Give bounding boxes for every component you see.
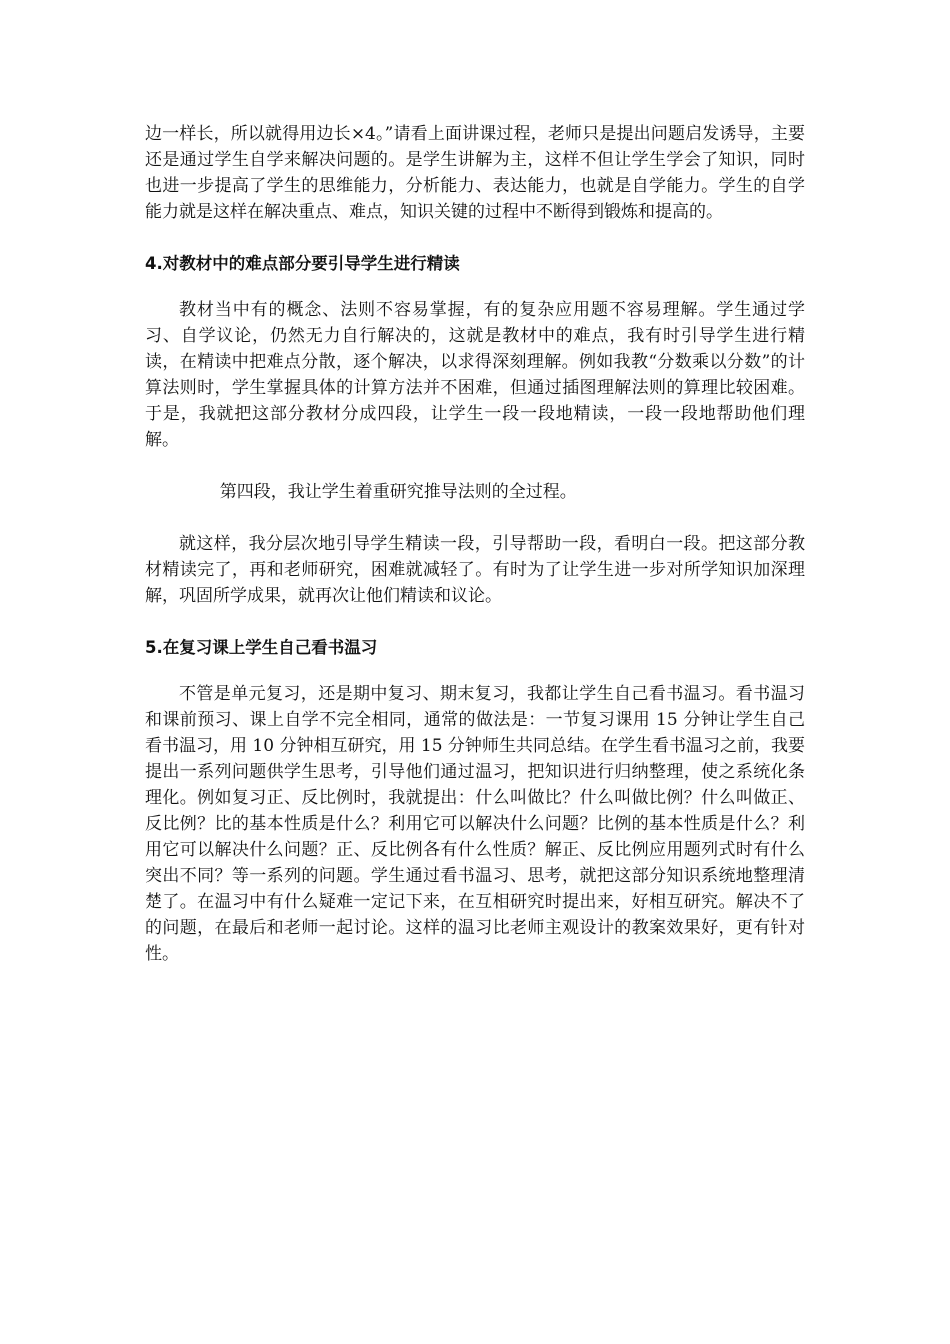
document-body bbox=[145, 121, 805, 967]
paragraph-5: 不管是单元复习，还是期中复习、期末复习，我都让学生自己看书温习。看书温习和课前预习、课上自学不完全相同，通常的做法是：一节复习课用 15 分钟让学生自己看书温习，用 10 分钟相互研究，用 15 分钟师生共同总结。在学生看书温习之前，我要提出一系列问题供学生思考，引导他们通过温习，把知识进行归纳整理，使之系统化条理化。例如复习正、反比例时，我就提出：什么叫做比？什么叫做比例？什么叫做正、反比例？比的基本性质是什么？利用它可以解决什么问题？比例的基本性质是什么？利用它可以解决什么问题？正、反比例各有什么性质？解正、反比例应用题列式时有什么突出不同？等一系列的问题。学生通过看书温习、思考，就把这部分知识系统地整理清楚了。在温习中有什么疑难一定记下来，在互相研究时提出来，好相互研究。解决不了的问题，在最后和老师一起讨论。这样的温习比老师主观设计的教案效果好，更有针对性。 bbox=[145, 684, 805, 964]
paragraph-3: 第四段，我让学生着重研究推导法则的全过程。 bbox=[219, 482, 577, 502]
paragraph-1: 边一样长，所以就得用边长×4。”请看上面讲课过程，老师只是提出问题启发诱导，主要还是通过学生自学来解决问题的。是学生讲解为主，这样不但让学生学会了知识，同时也进一步提高了学生的思维能力，分析能力、表达能力，也就是自学能力。学生的自学能力就是这样在解决重点、难点，知识关键的过程中不断得到锻炼和提高的。 bbox=[145, 124, 805, 222]
paragraph-2: 教材当中有的概念、法则不容易掌握，有的复杂应用题不容易理解。学生通过学习、自学议论，仍然无力自行解决的，这就是教材中的难点，我有时引导学生进行精读，在精读中把难点分散，逐个解决，以求得深刻理解。例如我教“分数乘以分数”的计算法则时，学生掌握具体的计算方法并不困难，但通过插图理解法则的算理比较困难。于是，我就把这部分教材分成四段，让学生一段一段地精读，一段一段地帮助他们理解。 bbox=[145, 300, 805, 450]
paragraph-4: 就这样，我分层次地引导学生精读一段，引导帮助一段，看明白一段。把这部分教材精读完了，再和老师研究，困难就减轻了。有时为了让学生进一步对所学知识加深理解，巩固所学成果，就再次让他们精读和议论。 bbox=[145, 534, 805, 606]
section-heading-4: 4.对教材中的难点部分要引导学生进行精读 bbox=[145, 254, 460, 273]
section-heading-5: 5.在复习课上学生自己看书温习 bbox=[145, 638, 378, 657]
